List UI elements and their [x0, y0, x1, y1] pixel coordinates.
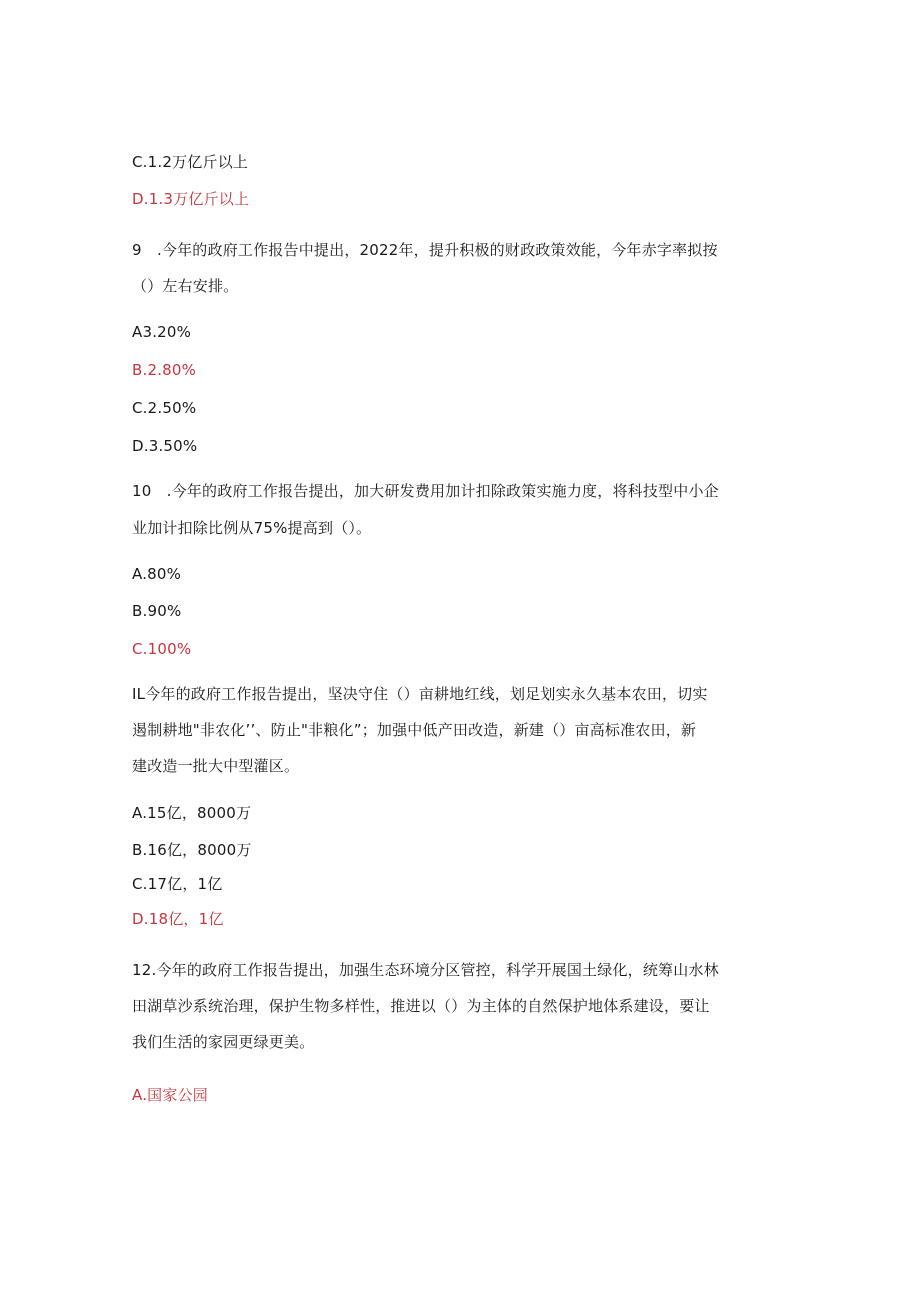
question-12-line2: 田湖草沙系统治理，保护生物多样性，推进以（）为主体的自然保护地体系建设，要让 [132, 997, 710, 1015]
question-11-option-a: A.15亿，8000万 [132, 804, 252, 822]
question-11-option-d-answer: D.18亿，1亿 [132, 910, 224, 928]
option-c-item8: C.1.2万亿斤以上 [132, 153, 249, 171]
question-9-option-b-answer: B.2.80% [132, 361, 197, 379]
question-11-line1: IL今年的政府工作报告提出，坚决守住（）亩耕地红线，划足划实永久基本农田，切实 [132, 685, 708, 703]
question-11-line3: 建改造一批大中型灌区。 [132, 757, 300, 775]
question-12-line3: 我们生活的家园更绿更美。 [132, 1033, 315, 1051]
question-9-line2: （）左右安排。 [132, 277, 239, 295]
question-11-line2: 遏制耕地"非农化’’、防止"非粮化”；加强中低产田改造，新建（）亩高标准农田，新 [132, 721, 697, 739]
question-10-option-a: A.80% [132, 565, 182, 583]
question-12-option-a-answer: A.国家公园 [132, 1086, 208, 1104]
question-9-option-d: D.3.50% [132, 437, 198, 455]
question-10-line2: 业加计扣除比例从75%提高到（）。 [132, 519, 372, 537]
question-12-line1: 12.今年的政府工作报告提出，加强生态环境分区管控，科学开展国土绿化，统筹山水林 [132, 961, 719, 979]
question-11-option-c: C.17亿，1亿 [132, 875, 223, 893]
question-11-option-b: B.16亿，8000万 [132, 841, 252, 859]
question-9-line1: 9 .今年的政府工作报告中提出，2022年，提升积极的财政政策效能，今年赤字率拟按 [132, 241, 718, 259]
question-10-option-c-answer: C.100% [132, 640, 192, 658]
question-10-line1: 10 .今年的政府工作报告提出，加大研发费用加计扣除政策实施力度，将科技型中小企 [132, 482, 719, 500]
option-d-item8-answer: D.1.3万亿斤以上 [132, 190, 250, 208]
question-9-option-c: C.2.50% [132, 399, 197, 417]
question-9-option-a: A3.20% [132, 323, 192, 341]
question-10-option-b: B.90% [132, 602, 182, 620]
